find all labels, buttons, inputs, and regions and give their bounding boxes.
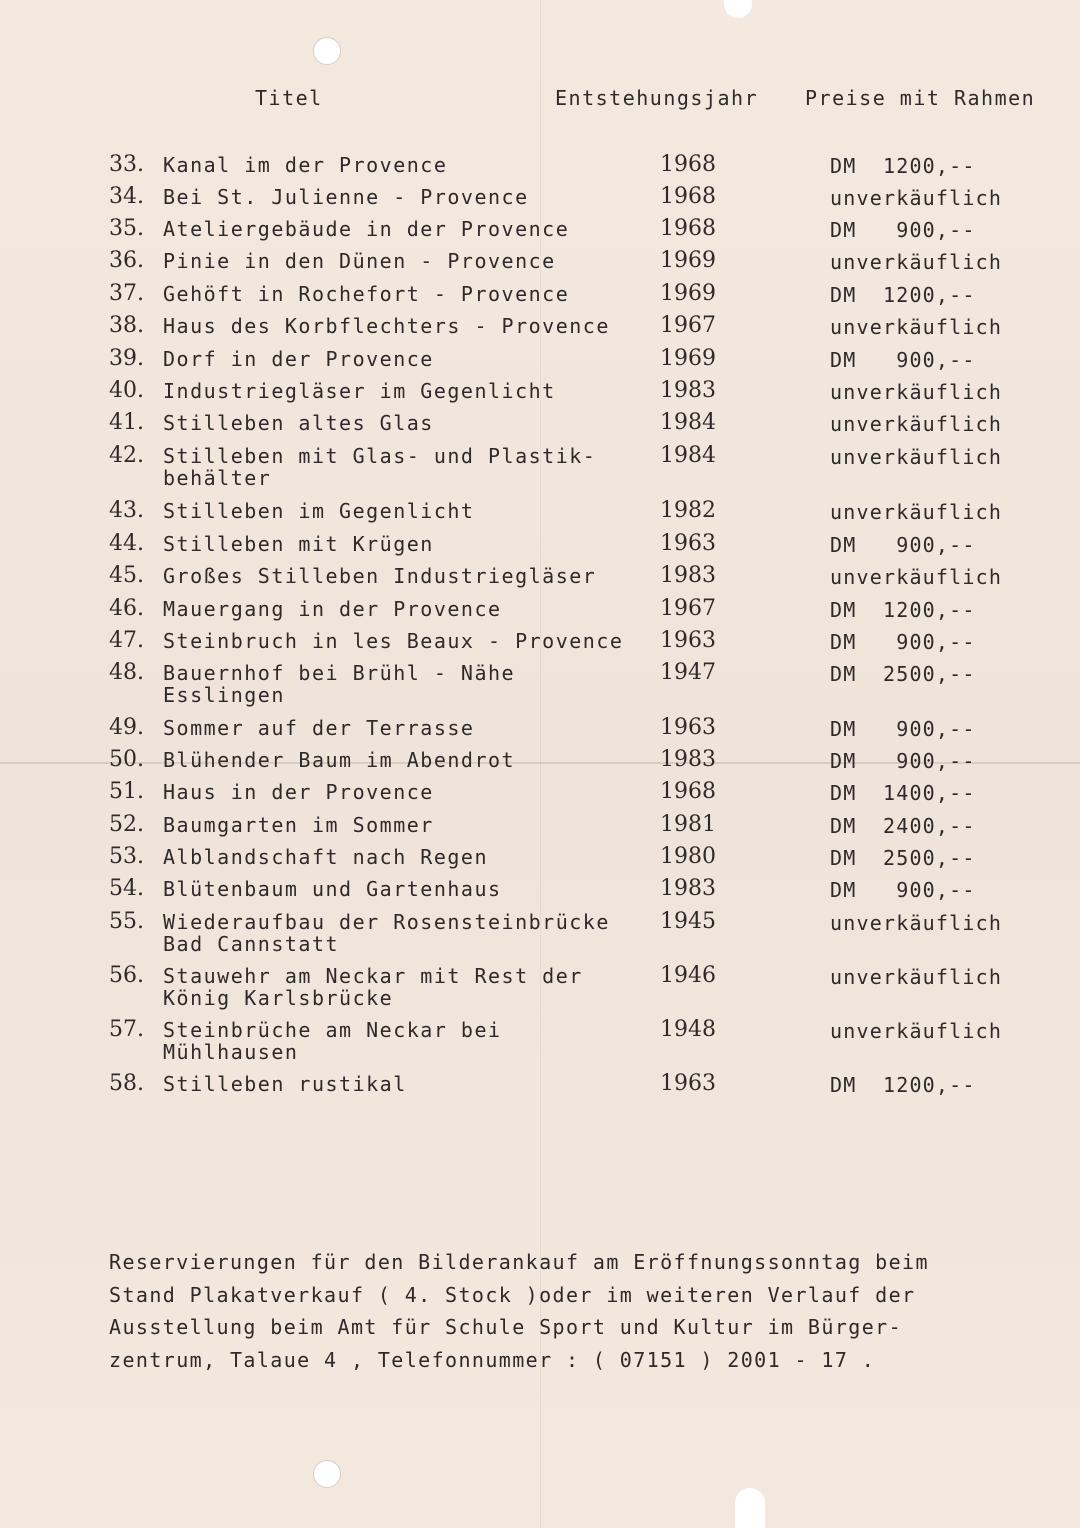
item-year: 1945 bbox=[660, 909, 716, 934]
list-item bbox=[0, 1071, 1080, 1131]
list-item bbox=[0, 1017, 1080, 1077]
item-year: 1946 bbox=[660, 963, 716, 988]
item-number: 47. bbox=[109, 628, 144, 653]
item-number: 35. bbox=[109, 216, 144, 241]
item-title: Baumgarten im Sommer bbox=[163, 813, 434, 837]
item-number: 46. bbox=[109, 596, 144, 621]
item-price: DM 2500,-- bbox=[830, 846, 976, 870]
item-year: 1983 bbox=[660, 747, 716, 772]
item-number: 52. bbox=[109, 812, 144, 837]
item-title: Stilleben mit Glas- und Plastik- behälter bbox=[163, 444, 597, 490]
item-year: 1947 bbox=[660, 660, 716, 685]
list-item bbox=[0, 963, 1080, 1023]
item-year: 1983 bbox=[660, 563, 716, 588]
item-number: 37. bbox=[109, 281, 144, 306]
item-title: Pinie in den Dünen - Provence bbox=[163, 249, 556, 273]
item-title: Stilleben im Gegenlicht bbox=[163, 499, 475, 523]
list-item bbox=[0, 909, 1080, 969]
note-line-3: Ausstellung beim Amt für Schule Sport und Kultur im Bürger- bbox=[109, 1315, 903, 1339]
note-line-2: Stand Plakatverkauf ( 4. Stock )oder im weiteren Verlauf der bbox=[109, 1282, 916, 1307]
item-price: DM 1200,-- bbox=[830, 1073, 976, 1097]
item-price: unverkäuflich bbox=[830, 250, 1003, 274]
item-price: unverkäuflich bbox=[830, 965, 1003, 989]
item-price: DM 900,-- bbox=[830, 218, 976, 242]
item-number: 44. bbox=[109, 531, 144, 556]
item-price: unverkäuflich bbox=[830, 445, 1003, 469]
item-title: Bauernhof bei Brühl - Nähe Esslingen bbox=[163, 661, 516, 707]
item-title: Dorf in der Provence bbox=[163, 347, 434, 371]
column-header-title: Titel bbox=[255, 86, 323, 110]
item-price: DM 1200,-- bbox=[830, 598, 976, 622]
item-price: unverkäuflich bbox=[830, 315, 1003, 339]
reservation-note bbox=[109, 1246, 989, 1376]
item-year: 1982 bbox=[660, 498, 716, 523]
item-number: 38. bbox=[109, 313, 144, 338]
column-header-year: Entstehungsjahr bbox=[555, 86, 759, 110]
item-year: 1969 bbox=[660, 346, 716, 371]
item-year: 1984 bbox=[660, 410, 716, 435]
item-title: Steinbrüche am Neckar bei Mühlhausen bbox=[163, 1018, 502, 1064]
item-year: 1968 bbox=[660, 216, 716, 241]
item-price: DM 1200,-- bbox=[830, 283, 976, 307]
item-year: 1983 bbox=[660, 378, 716, 403]
item-price: unverkäuflich bbox=[830, 380, 1003, 404]
paper-notch-top bbox=[724, 0, 752, 18]
punch-hole-bottom bbox=[313, 1460, 341, 1488]
item-year: 1981 bbox=[660, 812, 716, 837]
item-title: Alblandschaft nach Regen bbox=[163, 845, 488, 869]
item-number: 57. bbox=[109, 1017, 144, 1042]
item-year: 1948 bbox=[660, 1017, 716, 1042]
column-header-price: Preise mit Rahmen bbox=[805, 86, 1036, 110]
item-number: 33. bbox=[109, 152, 144, 177]
item-title: Stilleben altes Glas bbox=[163, 411, 434, 435]
item-price: unverkäuflich bbox=[830, 565, 1003, 589]
item-title: Großes Stilleben Industriegläser bbox=[163, 564, 597, 588]
item-title: Haus in der Provence bbox=[163, 780, 434, 804]
item-title: Gehöft in Rochefort - Provence bbox=[163, 282, 570, 306]
item-title: Steinbruch in les Beaux - Provence bbox=[163, 629, 624, 653]
note-line-4: zentrum, Talaue 4 , Telefonnummer : ( 07151 ) 2001 - 17 . bbox=[109, 1347, 876, 1372]
item-number: 51. bbox=[109, 779, 144, 804]
item-title: Stilleben rustikal bbox=[163, 1072, 407, 1096]
item-price: DM 1400,-- bbox=[830, 781, 976, 805]
list-item bbox=[0, 443, 1080, 503]
item-title: Ateliergebäude in der Provence bbox=[163, 217, 570, 241]
item-title: Haus des Korbflechters - Provence bbox=[163, 314, 610, 338]
item-year: 1967 bbox=[660, 313, 716, 338]
item-year: 1968 bbox=[660, 779, 716, 804]
item-year: 1963 bbox=[660, 628, 716, 653]
item-year: 1980 bbox=[660, 844, 716, 869]
item-number: 48. bbox=[109, 660, 144, 685]
item-number: 43. bbox=[109, 498, 144, 523]
item-price: DM 2500,-- bbox=[830, 662, 976, 686]
item-price: unverkäuflich bbox=[830, 500, 1003, 524]
item-year: 1968 bbox=[660, 152, 716, 177]
item-year: 1967 bbox=[660, 596, 716, 621]
list-item bbox=[0, 660, 1080, 720]
item-price: unverkäuflich bbox=[830, 186, 1003, 210]
item-number: 39. bbox=[109, 346, 144, 371]
item-year: 1984 bbox=[660, 443, 716, 468]
item-title: Sommer auf der Terrasse bbox=[163, 716, 475, 740]
item-title: Blütenbaum und Gartenhaus bbox=[163, 877, 502, 901]
item-price: unverkäuflich bbox=[830, 1019, 1003, 1043]
item-price: DM 2400,-- bbox=[830, 814, 976, 838]
item-year: 1969 bbox=[660, 281, 716, 306]
item-title: Stilleben mit Krügen bbox=[163, 532, 434, 556]
item-year: 1983 bbox=[660, 876, 716, 901]
paper-notch-bottom bbox=[735, 1488, 765, 1528]
item-price: DM 1200,-- bbox=[830, 154, 976, 178]
item-number: 58. bbox=[109, 1071, 144, 1096]
item-title: Industriegläser im Gegenlicht bbox=[163, 379, 556, 403]
item-title: Bei St. Julienne - Provence bbox=[163, 185, 529, 209]
item-title: Blühender Baum im Abendrot bbox=[163, 748, 516, 772]
item-number: 50. bbox=[109, 747, 144, 772]
item-price: DM 900,-- bbox=[830, 533, 976, 557]
item-number: 45. bbox=[109, 563, 144, 588]
item-year: 1963 bbox=[660, 531, 716, 556]
item-price: DM 900,-- bbox=[830, 717, 976, 741]
item-price: unverkäuflich bbox=[830, 911, 1003, 935]
item-year: 1963 bbox=[660, 715, 716, 740]
item-price: DM 900,-- bbox=[830, 749, 976, 773]
item-number: 41. bbox=[109, 410, 144, 435]
item-number: 55. bbox=[109, 909, 144, 934]
item-year: 1963 bbox=[660, 1071, 716, 1096]
item-title: Stauwehr am Neckar mit Rest der König Karlsbrücke bbox=[163, 964, 583, 1010]
item-price: DM 900,-- bbox=[830, 878, 976, 902]
item-title: Wiederaufbau der Rosensteinbrücke Bad Cannstatt bbox=[163, 910, 610, 956]
item-number: 36. bbox=[109, 248, 144, 273]
note-line-1: Reservierungen für den Bilderankauf am Eröffnungssonntag beim bbox=[109, 1250, 929, 1274]
item-number: 40. bbox=[109, 378, 144, 403]
item-title: Kanal im der Provence bbox=[163, 153, 448, 177]
item-number: 49. bbox=[109, 715, 144, 740]
item-number: 34. bbox=[109, 184, 144, 209]
item-number: 56. bbox=[109, 963, 144, 988]
item-price: DM 900,-- bbox=[830, 348, 976, 372]
item-title: Mauergang in der Provence bbox=[163, 597, 502, 621]
item-price: DM 900,-- bbox=[830, 630, 976, 654]
item-price: unverkäuflich bbox=[830, 412, 1003, 436]
punch-hole-top bbox=[313, 37, 341, 65]
item-number: 54. bbox=[109, 876, 144, 901]
item-number: 53. bbox=[109, 844, 144, 869]
item-year: 1969 bbox=[660, 248, 716, 273]
item-number: 42. bbox=[109, 443, 144, 468]
item-year: 1968 bbox=[660, 184, 716, 209]
